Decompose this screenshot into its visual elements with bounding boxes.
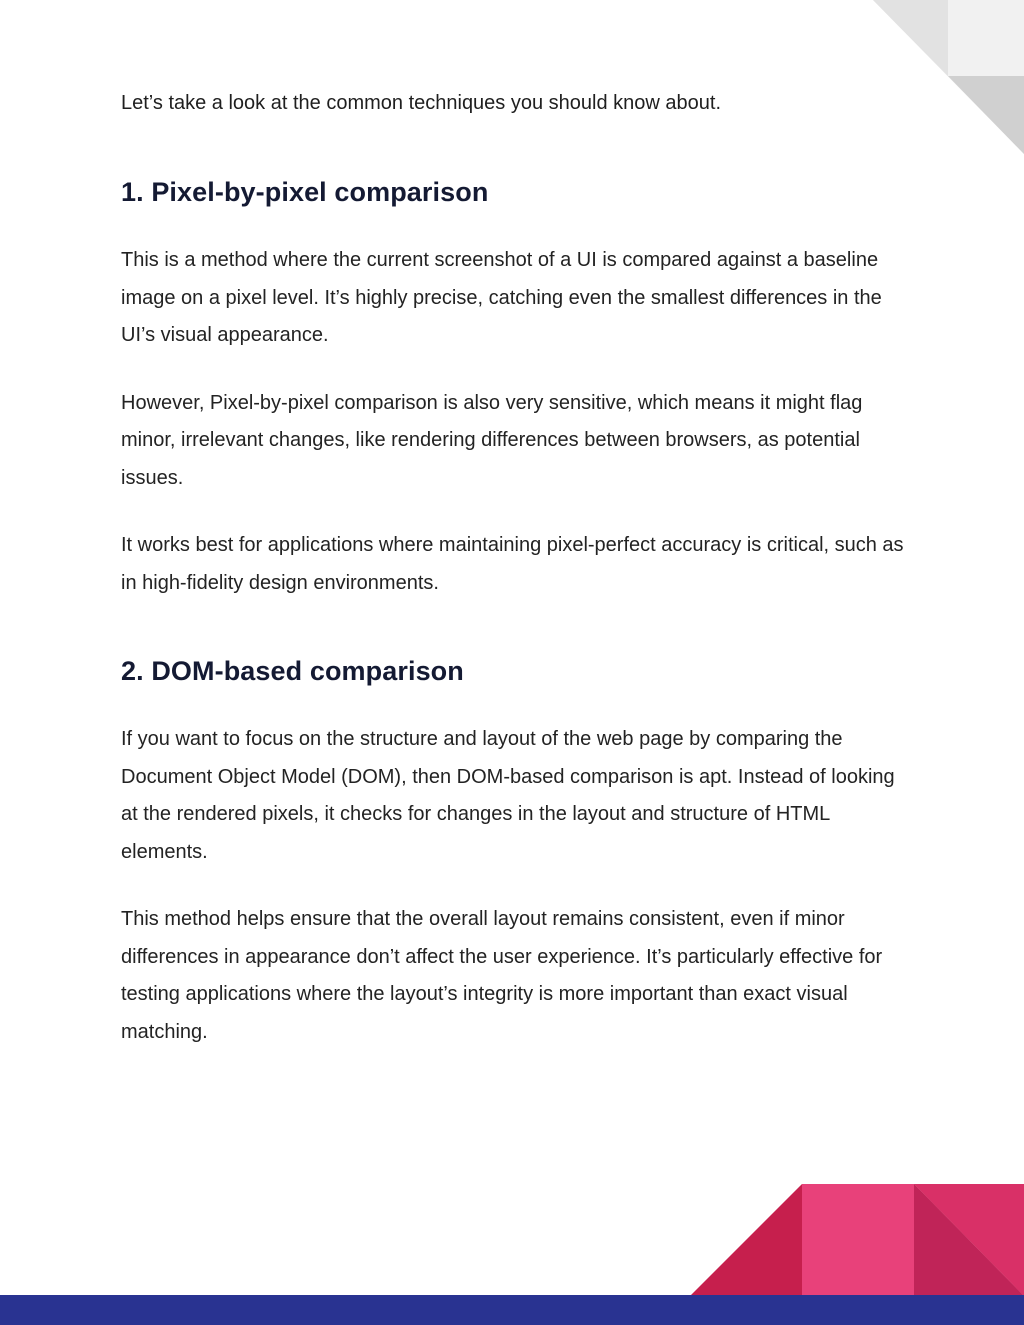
section-dom-comparison — [121, 653, 911, 1051]
paragraph: It works best for applications where maintaining pixel-perfect accuracy is critical, such as in high-fidelity design environments. — [121, 534, 904, 594]
footer-bar — [0, 1295, 1024, 1325]
paragraph: This is a method where the current screenshot of a UI is compared against a baseline image on a pixel level. It’s highly precise, catching even the smallest differences in the UI’s visual appearance. — [121, 249, 882, 346]
section-heading: 2. DOM-based comparison — [121, 656, 464, 686]
document-body — [121, 84, 911, 1051]
intro-paragraph: Let’s take a look at the common techniques you should know about. — [121, 92, 722, 114]
paragraph: This method helps ensure that the overall layout remains consistent, even if minor differences in appearance don’t affect the user experience. It’s particularly effective for testing applications where the layout’s integrity is more important than exact visual matching. — [121, 908, 883, 1043]
paragraph: However, Pixel-by-pixel comparison is also very sensitive, which means it might flag minor, irrelevant changes, like rendering differences between browsers, as potential issues. — [121, 391, 863, 489]
section-heading: 1. Pixel-by-pixel comparison — [121, 177, 489, 207]
section-pixel-comparison — [121, 174, 911, 602]
paragraph: If you want to focus on the structure and layout of the web page by comparing the Document Object Model (DOM), then DOM-based comparison is apt. Instead of looking at the rendered pixels, it checks for changes in the layout and structure of HTML elements. — [121, 728, 895, 863]
corner-decoration-bottom — [690, 1184, 1024, 1296]
